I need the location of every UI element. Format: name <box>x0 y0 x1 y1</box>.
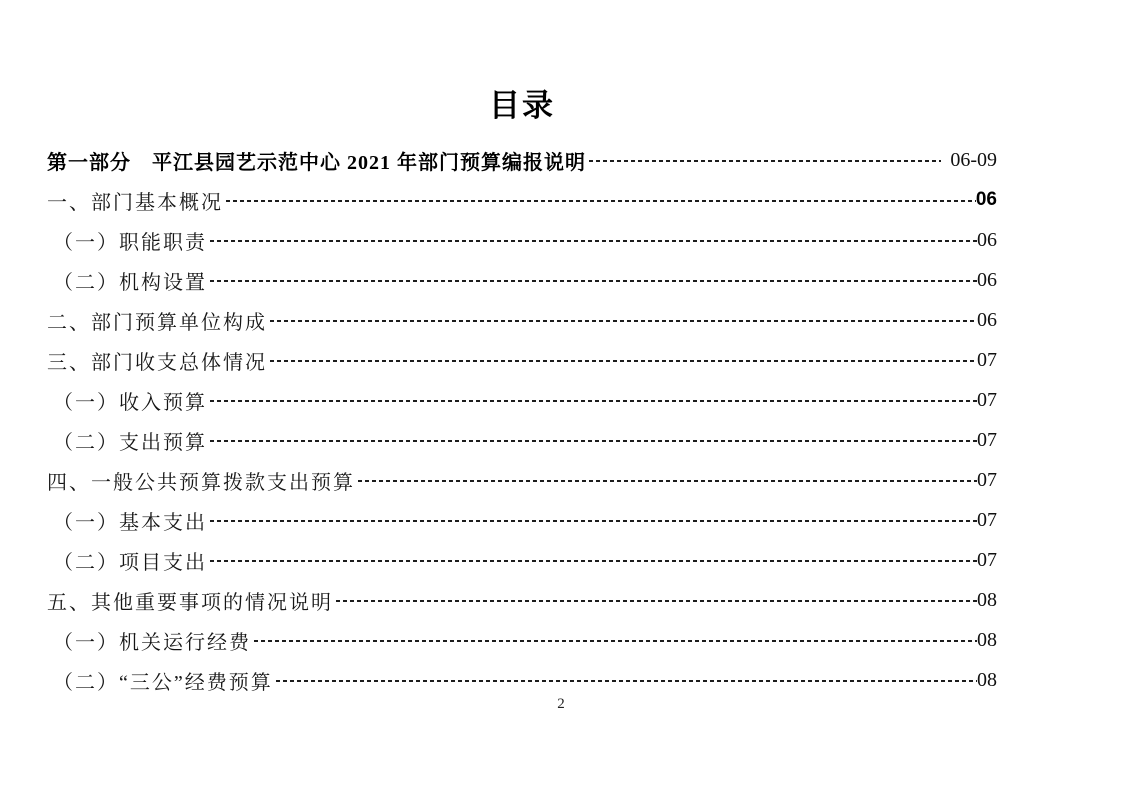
toc-entry-label: 一、部门基本概况 <box>47 191 223 214</box>
toc-entry-label: （一）收入预算 <box>53 391 207 414</box>
toc-entry-label: （二）“三公”经费预算 <box>53 671 273 694</box>
toc-entry-page-number: 08 <box>977 628 997 651</box>
toc-entry <box>47 220 997 260</box>
toc-entry-label: 五、其他重要事项的情况说明 <box>47 591 333 614</box>
toc-entry-label: （一）机关运行经费 <box>53 631 251 654</box>
toc-entry-label: 三、部门收支总体情况 <box>47 351 267 374</box>
toc-leader-dots <box>270 320 977 322</box>
toc-entry <box>47 340 997 380</box>
toc-entry <box>47 380 997 420</box>
toc-entry <box>47 540 997 580</box>
toc-leader-dots <box>270 360 977 362</box>
toc-entry-page-number: 06 <box>977 228 997 251</box>
toc-leader-dots <box>210 560 977 562</box>
toc-entry-page-number: 07 <box>977 468 997 491</box>
toc-entry-page-number: 06-09 <box>950 148 997 171</box>
toc-entry <box>47 420 997 460</box>
toc-entry-page-number: 07 <box>977 428 997 451</box>
toc-leader-dots <box>210 520 977 522</box>
toc-entry-page-number: 08 <box>977 588 997 611</box>
toc-entry-label: （二）项目支出 <box>53 551 207 574</box>
toc-entry-page-number: 06 <box>975 189 997 210</box>
toc-entry-label: 第一部分 平江县园艺示范中心 2021 年部门预算编报说明 <box>47 151 586 174</box>
toc-entry-page-number: 06 <box>977 308 997 331</box>
toc-leader-dots <box>336 600 977 602</box>
toc-leader-dots <box>210 280 977 282</box>
toc-leader-dots <box>589 160 941 162</box>
toc-entry <box>47 620 997 660</box>
toc-entry-label: （二）支出预算 <box>53 431 207 454</box>
toc-entry <box>47 460 997 500</box>
toc-entry <box>47 500 997 540</box>
toc-entry <box>47 300 997 340</box>
toc-entry-label: （一）基本支出 <box>53 511 207 534</box>
toc-entry <box>47 660 997 700</box>
toc-title: 目录 <box>489 88 555 123</box>
toc-entry-page-number: 06 <box>977 268 997 291</box>
toc-entry-page-number: 07 <box>977 388 997 411</box>
toc-leader-dots <box>276 680 977 682</box>
toc-leader-dots <box>210 240 977 242</box>
toc-entry-page-number: 07 <box>977 508 997 531</box>
toc-list <box>47 140 997 700</box>
toc-entry-label: （二）机构设置 <box>53 271 207 294</box>
toc-leader-dots <box>358 480 977 482</box>
toc-entry-page-number: 07 <box>977 348 997 371</box>
toc-leader-dots <box>210 400 977 402</box>
toc-leader-dots <box>210 440 977 442</box>
toc-entry <box>47 580 997 620</box>
toc-leader-dots <box>226 200 976 202</box>
toc-entry-label: （一）职能职责 <box>53 231 207 254</box>
toc-entry-label: 二、部门预算单位构成 <box>47 311 267 334</box>
toc-leader-dots <box>254 640 977 642</box>
toc-entry-page-number: 07 <box>977 548 997 571</box>
toc-entry <box>47 180 997 220</box>
toc-entry-page-number: 08 <box>977 668 997 691</box>
footer-page-number: 2 <box>557 696 565 712</box>
toc-entry-label: 四、一般公共预算拨款支出预算 <box>47 471 355 494</box>
toc-entry <box>47 140 997 180</box>
toc-entry <box>47 260 997 300</box>
